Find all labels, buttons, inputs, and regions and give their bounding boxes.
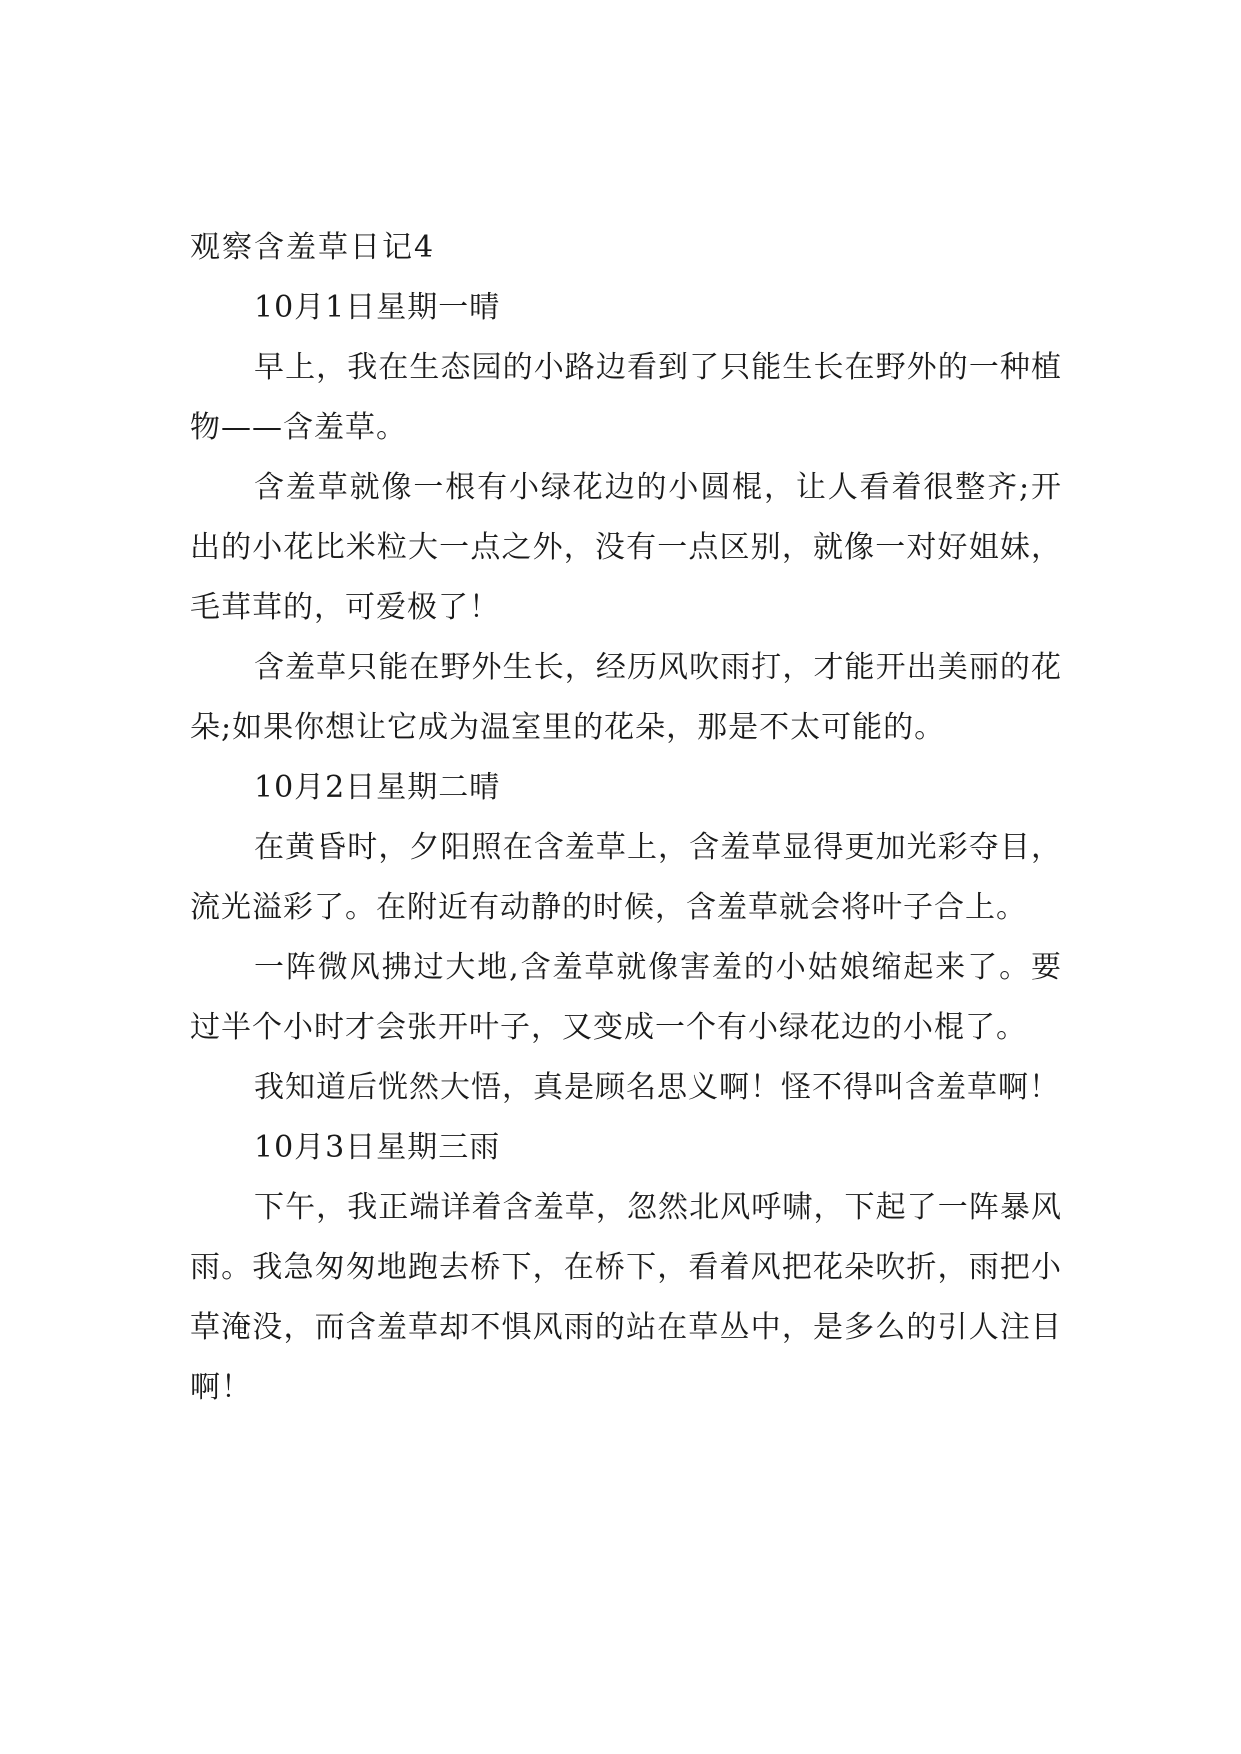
- paragraph: 早上，我在生态园的小路边看到了只能生长在野外的一种植物——含羞草。: [190, 350, 1062, 445]
- date-heading-oct-3: 10月3日星期三雨: [254, 1130, 501, 1165]
- paragraph: 含羞草只能在野外生长，经历风吹雨打，才能开出美丽的花朵;如果你想让它成为温室里的花朵，那是不太可能的。: [190, 650, 1062, 745]
- document-page: [190, 218, 1062, 1418]
- date-heading-oct-2: 10月2日星期二晴: [254, 770, 501, 805]
- paragraph: 含羞草就像一根有小绿花边的小圆棍，让人看着很整齐;开出的小花比米粒大一点之外，没有一点区别，就像一对好姐妹，毛茸茸的，可爱极了！: [190, 470, 1062, 625]
- document-title: 观察含羞草日记4: [190, 230, 436, 265]
- date-heading-oct-1: 10月1日星期一晴: [254, 290, 501, 325]
- paragraph: 我知道后恍然大悟，真是顾名思义啊！怪不得叫含羞草啊！: [254, 1070, 1060, 1105]
- paragraph: 在黄昏时，夕阳照在含羞草上，含羞草显得更加光彩夺目，流光溢彩了。在附近有动静的时候，含羞草就会将叶子合上。: [190, 830, 1062, 925]
- paragraph: 一阵微风拂过大地,含羞草就像害羞的小姑娘缩起来了。要过半个小时才会张开叶子，又变成一个有小绿花边的小棍了。: [190, 950, 1062, 1045]
- paragraph: 下午，我正端详着含羞草，忽然北风呼啸，下起了一阵暴风雨。我急匆匆地跑去桥下，在桥下，看着风把花朵吹折，雨把小草淹没，而含羞草却不惧风雨的站在草丛中，是多么的引人注目啊！: [190, 1190, 1062, 1405]
